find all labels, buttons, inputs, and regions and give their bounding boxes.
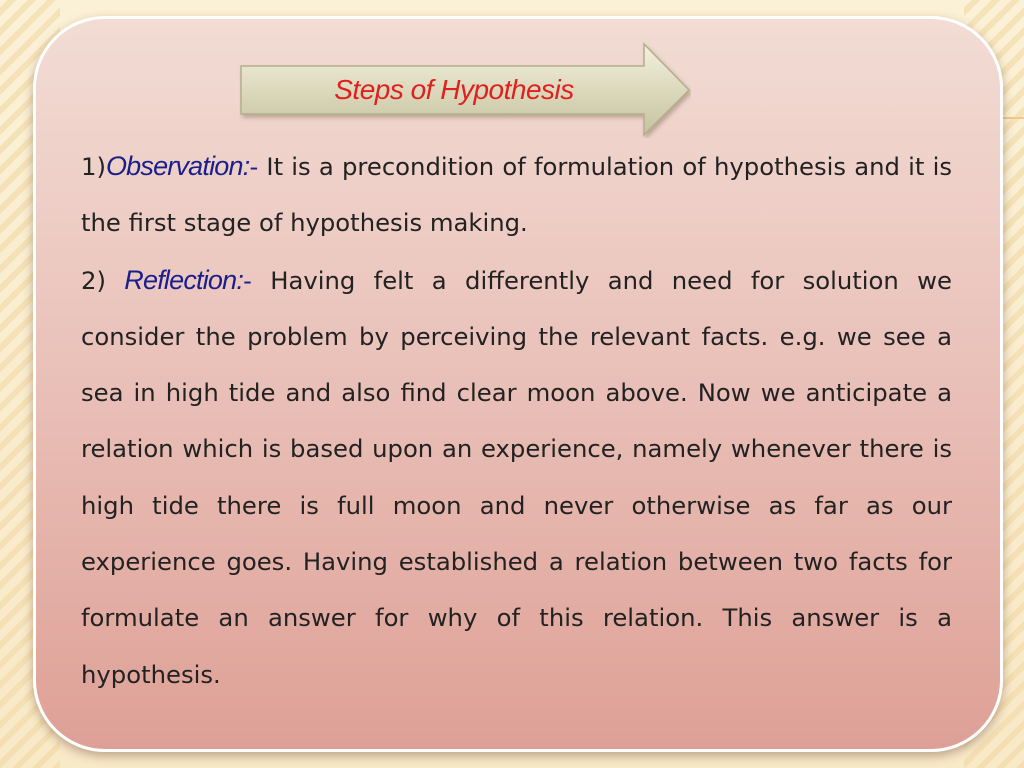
step-observation (81, 138, 952, 252)
step2-term: Reflection: (124, 264, 244, 295)
step1-term: Observation: (105, 151, 250, 181)
step1-number: 1) (81, 152, 106, 181)
step2-text: Having felt a differently and need for solution we consider the problem by perceiving the relevant facts. e.g. we see a sea in high tide and also find clear moon above. Now we anticipate a relation which is based upon an experience, namely whenever there is high tide there is full moon and never otherwise as far as our experience goes. Having established a relation between two facts for formulate an answer for why of this relation. This answer is a hypothesis. (81, 265, 952, 689)
step2-separator: - (243, 265, 252, 295)
title-arrow-banner (239, 42, 691, 138)
slide-title: Steps of Hypothesis (334, 74, 574, 105)
step2-number: 2) (81, 265, 125, 295)
step1-text: It is a precondition of formulation of hypothesis and it is the first stage of hypothesis making. (81, 152, 952, 238)
step1-separator: - (249, 152, 259, 181)
slide-body (81, 138, 952, 703)
step-reflection (81, 252, 952, 703)
